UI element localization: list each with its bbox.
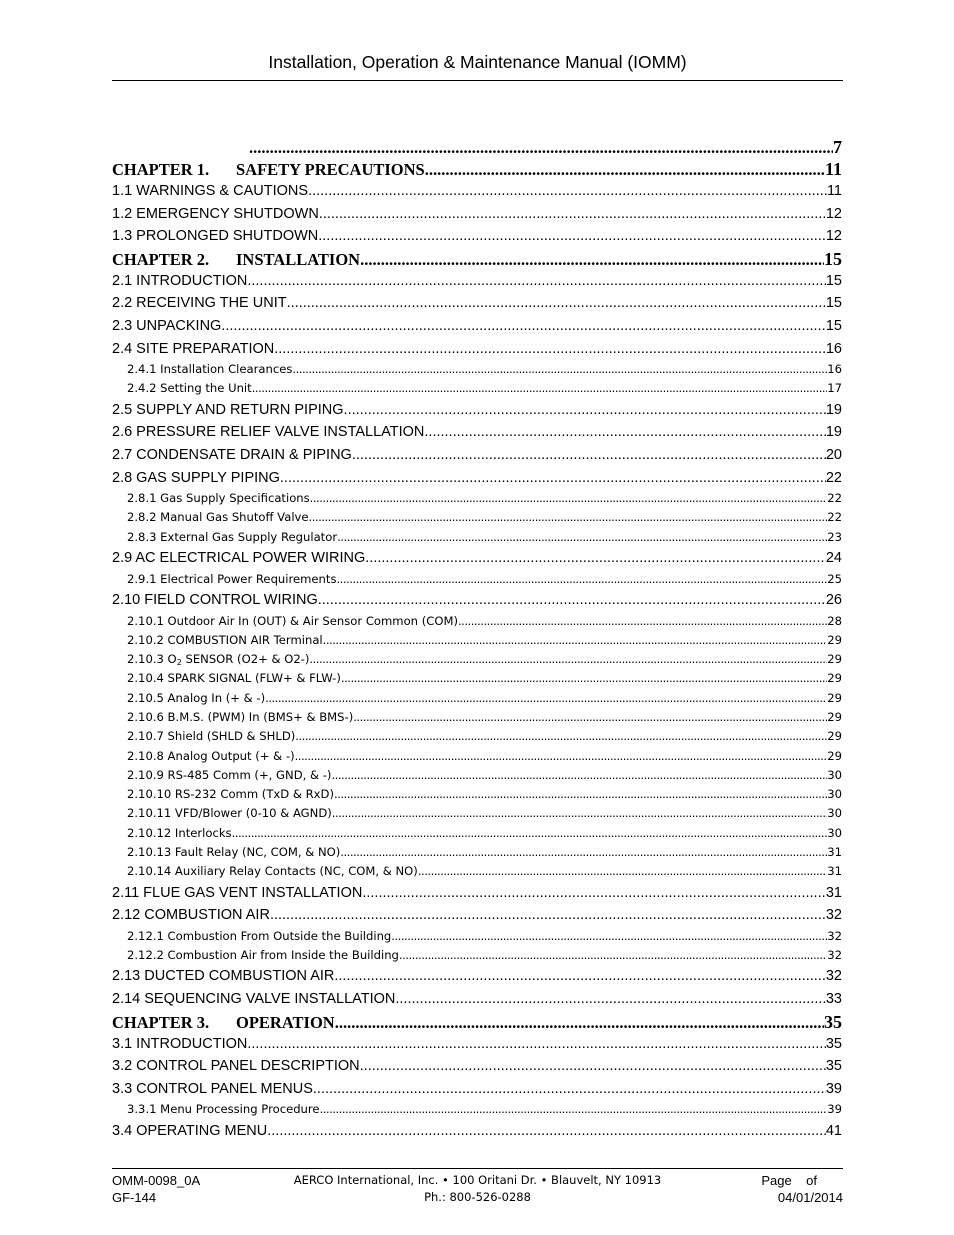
- toc-entry[interactable]: [112, 338, 842, 361]
- toc-entry[interactable]: [112, 379, 842, 398]
- dot-leader: [335, 1012, 824, 1033]
- dot-leader: [309, 650, 827, 669]
- toc-entry[interactable]: [112, 727, 842, 746]
- toc-entry-title: [112, 399, 344, 422]
- toc-entry-title: [127, 708, 353, 727]
- toc-title-text: 2.10.8 Analog Output (+ & -): [127, 748, 295, 763]
- toc-page-number: 19: [825, 401, 842, 418]
- toc-page-number: 22: [827, 491, 842, 506]
- toc-entry-title: [112, 270, 247, 293]
- toc-entry-title: [112, 249, 360, 270]
- toc-page-number: 12: [825, 228, 842, 245]
- dot-leader: [249, 137, 833, 158]
- toc-page-number: 29: [827, 652, 842, 667]
- toc-page-number: 22: [825, 469, 842, 486]
- toc-entry-title: [112, 1055, 360, 1078]
- doc-id: OMM-0098_0A: [112, 1173, 201, 1188]
- dot-leader: [395, 988, 825, 1011]
- toc-page-number: 30: [827, 825, 842, 840]
- toc-entry[interactable]: [112, 1120, 842, 1143]
- toc-entry-title: [127, 689, 265, 708]
- toc-entry-title: [112, 338, 274, 361]
- toc-title-text: 2.10.12 Interlocks: [127, 825, 232, 840]
- toc-title-text: 2.9.1 Electrical Power Requirements: [127, 571, 337, 586]
- toc-entry-title: [112, 1120, 267, 1143]
- footer-rule: [112, 1168, 843, 1169]
- toc-entry[interactable]: [112, 785, 842, 804]
- toc-entry-title: [112, 904, 270, 927]
- chapter-number: CHAPTER 2.: [112, 249, 210, 269]
- toc-title-text: 2.1 INTRODUCTION: [112, 272, 248, 289]
- toc-page-number: 29: [827, 729, 842, 744]
- toc-page-number: 31: [827, 864, 842, 879]
- toc-entry-title: [127, 1100, 320, 1119]
- toc-entry[interactable]: [112, 270, 842, 293]
- toc-title-text: INSTALLATION: [236, 249, 361, 269]
- toc-entry[interactable]: [112, 946, 842, 965]
- toc-title-text: 2.8.3 External Gas Supply Regulator: [127, 529, 338, 544]
- toc-page-number: 29: [827, 748, 842, 763]
- chapter-number: CHAPTER 3.: [112, 1012, 210, 1032]
- toc-entry-title: [127, 824, 232, 843]
- toc-entry[interactable]: [112, 248, 842, 270]
- dot-leader: [232, 824, 828, 843]
- dot-leader: [399, 946, 827, 965]
- toc-entry[interactable]: [112, 766, 842, 785]
- toc-entry-title: [112, 882, 362, 905]
- dot-leader: [344, 399, 826, 422]
- dot-leader: [265, 689, 827, 708]
- toc-title-text: 2.10.7 Shield (SHLD & SHLD): [127, 729, 296, 744]
- toc-entry-title: [112, 1078, 313, 1101]
- toc-page-number: 22: [827, 510, 842, 525]
- dot-leader: [337, 528, 827, 547]
- toc-title-text: 2.11 FLUE GAS VENT INSTALLATION: [112, 884, 363, 901]
- toc-title-text: 2.10.3 O: [127, 652, 177, 667]
- toc-title-text: 2.10.1 Outdoor Air In (OUT) & Air Sensor Common (COM): [127, 613, 458, 628]
- toc-entry-title: [127, 612, 458, 631]
- toc-entry-title: [112, 315, 221, 338]
- dot-leader: [323, 631, 828, 650]
- toc-entry-title: [112, 965, 334, 988]
- toc-page-number: 35: [825, 1035, 842, 1052]
- dot-leader: [341, 669, 827, 688]
- toc-title-text: 2.4.1 Installation Clearances: [127, 362, 293, 377]
- toc-title-text: 1.1 WARNINGS & CAUTIONS: [112, 183, 309, 199]
- toc-title-text: 1.3 PROLONGED SHUTDOWN: [112, 228, 319, 245]
- toc-page-number: 12: [825, 205, 842, 222]
- header-title: Installation, Operation & Maintenance Manual (IOMM): [268, 52, 687, 72]
- dot-leader: [292, 360, 827, 379]
- toc-page-number: 35: [824, 1011, 842, 1032]
- dot-leader: [418, 862, 827, 881]
- toc-entry[interactable]: [112, 489, 842, 508]
- toc-page-number: 24: [825, 550, 842, 567]
- toc-entry[interactable]: [112, 824, 842, 843]
- dot-leader: [360, 1055, 826, 1078]
- toc-entry[interactable]: [112, 882, 842, 905]
- toc-entry[interactable]: [112, 965, 842, 988]
- toc-entry[interactable]: [112, 158, 842, 180]
- toc-title-text: 1.2 EMERGENCY SHUTDOWN: [112, 205, 319, 222]
- toc-title-text: 2.9 AC ELECTRICAL POWER WIRING: [112, 550, 366, 567]
- toc-entry-title: [127, 785, 334, 804]
- toc-entry-title: [127, 843, 340, 862]
- of-label: of: [806, 1173, 817, 1188]
- toc-title-text: 2.12 COMBUSTION AIR: [112, 907, 270, 924]
- toc-entry-title: [127, 927, 391, 946]
- toc-entry[interactable]: [112, 180, 842, 203]
- toc-title-text: 2.10.13 Fault Relay (NC, COM, & NO): [127, 845, 341, 860]
- toc-entry[interactable]: [112, 1078, 842, 1101]
- dot-leader: [362, 882, 826, 905]
- toc-entry-title: [127, 669, 341, 688]
- toc-entry[interactable]: [112, 225, 842, 248]
- toc-entry-title: [127, 570, 337, 589]
- toc-page-number: 30: [827, 787, 842, 802]
- toc-entry[interactable]: [112, 650, 842, 669]
- toc-entry[interactable]: [112, 904, 842, 927]
- toc-title-text: 2.10.6 B.M.S. (PWM) In (BMS+ & BMS-): [127, 709, 354, 724]
- dot-leader: [331, 766, 827, 785]
- dot-leader: [353, 708, 827, 727]
- dot-leader: [280, 467, 826, 490]
- toc-entry[interactable]: [112, 631, 842, 650]
- toc-page-number: 30: [827, 767, 842, 782]
- toc-entry-title: [112, 467, 280, 490]
- toc-entry-title: [112, 225, 318, 248]
- toc-entry[interactable]: [112, 589, 842, 612]
- toc-entry-title: [127, 862, 418, 881]
- toc-title-text: 2.10.4 SPARK SIGNAL (FLW+ & FLW-): [127, 671, 341, 686]
- table-of-contents: [112, 136, 842, 1142]
- toc-page-number: 16: [825, 340, 842, 357]
- toc-page-number: 29: [827, 709, 842, 724]
- toc-title-text: 2.10.2 COMBUSTION AIR Terminal: [127, 632, 323, 647]
- dot-leader: [320, 1100, 828, 1119]
- toc-page-number: 26: [825, 591, 842, 608]
- toc-title-text-rest: SENSOR (O2+ & O2-): [181, 652, 310, 667]
- toc-title-text: 2.10 FIELD CONTROL WIRING: [112, 591, 318, 608]
- toc-entry[interactable]: [112, 360, 842, 379]
- toc-page-number: 15: [825, 272, 842, 289]
- toc-entry[interactable]: [112, 315, 842, 338]
- dot-leader: [340, 843, 827, 862]
- toc-entry-title: [112, 1012, 335, 1033]
- toc-page-number: 41: [825, 1122, 842, 1139]
- toc-page-number: 33: [825, 991, 842, 1008]
- toc-title-text: 3.3.1 Menu Processing Procedure: [127, 1102, 320, 1117]
- dot-leader: [318, 589, 826, 612]
- company-phone: Ph.: 800-526-0288: [424, 1190, 531, 1204]
- toc-entry-title: [112, 1033, 247, 1056]
- toc-page-number: 28: [827, 613, 842, 628]
- toc-title-text: 2.8.2 Manual Gas Shutoff Valve: [127, 510, 309, 525]
- toc-entry[interactable]: [112, 747, 842, 766]
- dot-leader: [287, 292, 826, 315]
- toc-entry-title: [127, 360, 292, 379]
- dot-leader: [221, 315, 826, 338]
- toc-title-text: 2.4.2 Setting the Unit: [127, 381, 252, 396]
- toc-entry-title: [112, 988, 395, 1011]
- dot-leader: [310, 489, 828, 508]
- toc-entry-title: [112, 203, 319, 226]
- toc-entry-title: [127, 804, 332, 823]
- toc-entry-title: [112, 180, 308, 203]
- toc-page-number: 39: [827, 1102, 842, 1117]
- toc-title-text: 2.6 PRESSURE RELIEF VALVE INSTALLATION: [112, 424, 425, 441]
- toc-entry[interactable]: [112, 203, 842, 226]
- form-id: GF-144: [112, 1190, 157, 1205]
- toc-entry[interactable]: [112, 708, 842, 727]
- dot-leader: [308, 180, 827, 203]
- toc-entry[interactable]: [112, 988, 842, 1011]
- toc-entry[interactable]: [112, 508, 842, 527]
- toc-title-text: 2.5 SUPPLY AND RETURN PIPING: [112, 401, 344, 418]
- toc-page-number: 11: [826, 183, 842, 199]
- company-address: AERCO International, Inc. • 100 Oritani Dr. • Blauvelt, NY 10913: [293, 1173, 662, 1187]
- toc-entry-title: [127, 489, 310, 508]
- toc-page-number: 29: [827, 671, 842, 686]
- toc-entry[interactable]: [112, 804, 842, 823]
- dot-leader: [337, 570, 828, 589]
- toc-entry-title: [127, 946, 399, 965]
- toc-entry-title: [112, 444, 352, 467]
- dot-leader: [274, 338, 826, 361]
- toc-entry[interactable]: [112, 570, 842, 589]
- toc-title-text: 2.3 UNPACKING: [112, 317, 222, 334]
- toc-page-number: 25: [827, 571, 842, 586]
- toc-entry-title: [127, 766, 331, 785]
- toc-page-number: 29: [827, 632, 842, 647]
- toc-title-text: 2.13 DUCTED COMBUSTION AIR: [112, 968, 335, 985]
- page-footer: [112, 1172, 843, 1208]
- toc-entry[interactable]: [112, 399, 842, 422]
- toc-entry[interactable]: [112, 612, 842, 631]
- dot-leader: [295, 747, 828, 766]
- footer-date: 04/01/2014: [777, 1190, 843, 1205]
- dot-leader: [391, 927, 827, 946]
- toc-page-number: 32: [827, 928, 842, 943]
- toc-entry[interactable]: [112, 862, 842, 881]
- subscript: 2: [176, 658, 182, 668]
- dot-leader: [267, 1120, 826, 1143]
- toc-title-text: OPERATION: [236, 1012, 335, 1032]
- toc-page-number: 32: [825, 907, 842, 924]
- toc-entry[interactable]: [112, 421, 842, 444]
- toc-title-text: 3.1 INTRODUCTION: [112, 1035, 248, 1052]
- chapter-number: CHAPTER 1.: [112, 160, 210, 179]
- toc-entry[interactable]: [112, 669, 842, 688]
- toc-entry-title: [112, 547, 365, 570]
- toc-page-number: 31: [825, 884, 842, 901]
- toc-entry[interactable]: [112, 689, 842, 708]
- toc-page-number: 30: [827, 806, 842, 821]
- toc-page-number: 23: [827, 529, 842, 544]
- toc-page-number: 20: [825, 446, 842, 463]
- toc-title-text: 2.10.10 RS-232 Comm (TxD & RxD): [127, 787, 334, 802]
- dot-leader: [247, 1033, 826, 1056]
- dot-leader: [424, 421, 825, 444]
- dot-leader: [365, 547, 826, 570]
- toc-entry[interactable]: [112, 1100, 842, 1119]
- toc-page-number: 19: [825, 424, 842, 441]
- header-rule: [112, 80, 843, 81]
- footer-page-info: [761, 1172, 843, 1206]
- toc-page-number: 35: [825, 1058, 842, 1075]
- toc-entry[interactable]: [112, 292, 842, 315]
- toc-title-text: 2.10.14 Auxiliary Relay Contacts (NC, COM, & NO): [127, 864, 418, 879]
- dot-leader: [334, 785, 827, 804]
- dot-leader: [318, 225, 826, 248]
- dot-leader: [425, 159, 825, 180]
- dot-leader: [334, 965, 825, 988]
- toc-title-text: 2.10.11 VFD/Blower (0-10 & AGND): [127, 806, 332, 821]
- toc-title-text: SAFETY PRECAUTIONS: [236, 160, 425, 179]
- dot-leader: [332, 804, 827, 823]
- dot-leader: [295, 727, 827, 746]
- toc-title-text: 2.14 SEQUENCING VALVE INSTALLATION: [112, 991, 396, 1008]
- toc-entry[interactable]: [112, 843, 842, 862]
- toc-entry-title: [127, 650, 309, 669]
- dot-leader: [360, 249, 824, 270]
- toc-entry-title: [127, 631, 323, 650]
- toc-entry-title: [112, 292, 287, 315]
- toc-title-text: 3.3 CONTROL PANEL MENUS: [112, 1080, 313, 1097]
- dot-leader: [309, 508, 828, 527]
- toc-entry[interactable]: [112, 1011, 842, 1033]
- page-label: Page: [761, 1173, 792, 1188]
- toc-page-number: 11: [824, 159, 842, 179]
- toc-page-number: 32: [825, 968, 842, 985]
- toc-title-text: 2.12.1 Combustion From Outside the Building: [127, 928, 392, 943]
- toc-page-number: 32: [827, 948, 842, 963]
- toc-page-number: 31: [827, 845, 842, 860]
- toc-page-number: 7: [833, 137, 842, 157]
- dot-leader: [247, 270, 826, 293]
- toc-entry[interactable]: [112, 1055, 842, 1078]
- toc-page-number: 15: [825, 295, 842, 312]
- toc-entry-title: [127, 379, 252, 398]
- toc-entry-title: [127, 508, 309, 527]
- toc-page-number: 15: [825, 317, 842, 334]
- toc-entry[interactable]: [112, 547, 842, 570]
- toc-title-text: 2.10.5 Analog In (+ & -): [127, 690, 266, 705]
- toc-entry[interactable]: [112, 927, 842, 946]
- toc-title-text: 2.7 CONDENSATE DRAIN & PIPING: [112, 446, 352, 463]
- toc-title-text: 2.8.1 Gas Supply Specifications: [127, 491, 310, 506]
- toc-page-number: 16: [827, 362, 842, 377]
- dot-leader: [313, 1078, 826, 1101]
- toc-entry-title: [127, 528, 337, 547]
- toc-entry[interactable]: [112, 467, 842, 490]
- toc-entry[interactable]: [112, 444, 842, 467]
- footer-company: [112, 1172, 843, 1206]
- toc-entry-title: [112, 159, 425, 180]
- toc-page-number: 29: [827, 690, 842, 705]
- toc-entry-untitled[interactable]: [112, 136, 842, 158]
- toc-title-text: 2.2 RECEIVING THE UNIT: [112, 295, 287, 312]
- toc-page-number: 17: [827, 381, 842, 396]
- dot-leader: [458, 612, 827, 631]
- toc-title-text: 3.4 OPERATING MENU: [112, 1122, 268, 1139]
- toc-page-number: 15: [824, 248, 842, 269]
- toc-title-text: 2.4 SITE PREPARATION: [112, 340, 275, 357]
- toc-entry-title: [127, 727, 295, 746]
- toc-entry-title: [112, 589, 318, 612]
- dot-leader: [319, 203, 826, 226]
- toc-entry[interactable]: [112, 528, 842, 547]
- toc-page-number: 39: [825, 1080, 842, 1097]
- dot-leader: [352, 444, 826, 467]
- toc-title-text: 2.12.2 Combustion Air from Inside the Building: [127, 948, 399, 963]
- toc-title-text: 2.10.9 RS-485 Comm (+, GND, & -): [127, 767, 332, 782]
- toc-entry-title: [112, 421, 424, 444]
- dot-leader: [270, 904, 826, 927]
- toc-entry[interactable]: [112, 1033, 842, 1056]
- toc-title-text: 3.2 CONTROL PANEL DESCRIPTION: [112, 1058, 360, 1075]
- toc-entry-title: [127, 747, 295, 766]
- toc-title-text: 2.8 GAS SUPPLY PIPING: [112, 469, 280, 486]
- dot-leader: [252, 379, 828, 398]
